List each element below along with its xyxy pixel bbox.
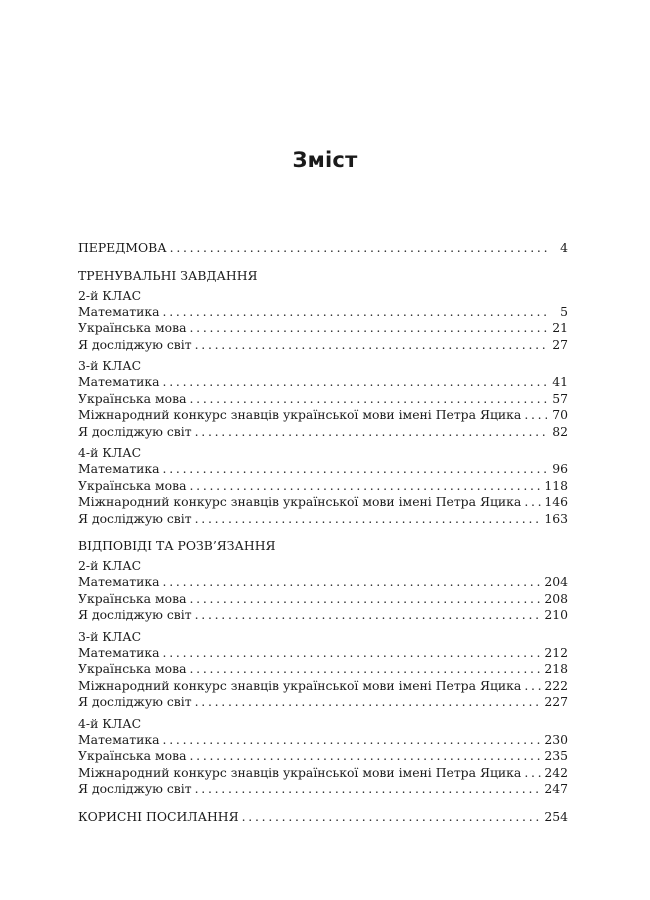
toc-entry-label: Українська мова <box>78 590 187 606</box>
leader-dots <box>163 732 542 749</box>
toc-entry-page: 146 <box>544 494 568 509</box>
toc-entry-label: Математика <box>78 461 160 476</box>
section-heading[interactable]: ВІДПОВІДІ ТА РОЗВ’ЯЗАННЯ <box>78 538 276 553</box>
leader-dots <box>195 337 547 354</box>
toc-entry[interactable] <box>78 748 568 765</box>
toc-entry-page: 210 <box>544 607 568 622</box>
toc-entry[interactable] <box>78 337 568 354</box>
toc-entry[interactable] <box>78 494 568 511</box>
toc-entry-label: Українська мова <box>78 390 187 406</box>
toc-entry-page: 204 <box>544 574 568 589</box>
leader-dots <box>189 320 547 337</box>
leader-dots <box>163 645 542 662</box>
toc-entry-page: 70 <box>552 407 568 422</box>
toc-entry-label: Міжнародний конкурс знавців української мови імені Петра Яцика <box>78 407 522 422</box>
toc-entry-page: 212 <box>544 644 568 660</box>
toc-entry-page: 21 <box>552 320 568 335</box>
toc-entry-label: Я досліджую світ <box>78 423 192 439</box>
leader-dots <box>524 678 541 695</box>
leader-dots <box>195 511 542 528</box>
toc-entry-label: Математика <box>78 574 160 589</box>
leader-dots <box>170 240 547 257</box>
toc-entry-page: 222 <box>544 677 568 693</box>
toc-entry-label: Міжнародний конкурс знавців української мови імені Петра Яцика <box>78 494 522 509</box>
toc-entry[interactable] <box>78 511 568 528</box>
toc-entry[interactable] <box>78 461 568 478</box>
toc-entry-page: 254 <box>544 808 568 824</box>
toc-entry-label: Математика <box>78 644 160 660</box>
leader-dots <box>189 748 541 765</box>
leader-dots <box>524 494 541 511</box>
toc-entry-label: Математика <box>78 731 160 747</box>
leader-dots <box>189 661 541 678</box>
toc-entry[interactable] <box>78 407 568 424</box>
toc-entry[interactable] <box>78 781 568 798</box>
toc-entry-label: Я досліджую світ <box>78 510 192 526</box>
grade-heading[interactable]: 4-й КЛАС <box>78 445 142 460</box>
toc-entry[interactable] <box>78 765 568 782</box>
grade-heading[interactable]: 4-й КЛАС <box>78 715 142 731</box>
toc-entry-page: 208 <box>544 590 568 606</box>
toc-entry-label: ПЕРЕДМОВА <box>78 240 167 255</box>
toc-entry-page: 96 <box>552 461 568 476</box>
toc-entry-page: 82 <box>552 423 568 439</box>
toc-entry-label: Українська мова <box>78 477 187 493</box>
toc-entry[interactable] <box>78 645 568 662</box>
leader-dots <box>195 781 542 798</box>
page-title: Зміст <box>292 148 358 172</box>
toc-entry[interactable] <box>78 591 568 608</box>
toc-entry-page: 227 <box>544 694 568 709</box>
toc-entry[interactable] <box>78 391 568 408</box>
toc-entry-page: 5 <box>560 303 568 319</box>
toc-entry[interactable] <box>78 694 568 711</box>
grade-heading[interactable]: 3-й КЛАС <box>78 628 142 644</box>
toc-entry-label: Я досліджую світ <box>78 607 192 622</box>
toc-entry-label: Я досліджую світ <box>78 781 192 796</box>
toc-entry-label: Математика <box>78 303 160 319</box>
toc-entry-page: 235 <box>544 748 568 763</box>
toc-sections <box>78 267 568 798</box>
table-of-contents <box>78 240 568 825</box>
leader-dots <box>189 591 541 608</box>
grade-heading[interactable]: 3-й КЛАС <box>78 358 142 373</box>
leader-dots <box>163 374 547 391</box>
toc-entry-label: Українська мова <box>78 748 187 763</box>
leader-dots <box>524 765 541 782</box>
toc-entry-label: Українська мова <box>78 661 187 676</box>
toc-entry[interactable] <box>78 424 568 441</box>
toc-entry-label: Я досліджую світ <box>78 336 192 352</box>
toc-entry-page: 163 <box>544 510 568 526</box>
toc-entry-label: Міжнародний конкурс знавців української мови імені Петра Яцика <box>78 677 522 693</box>
leader-dots <box>195 694 542 711</box>
toc-entry[interactable] <box>78 661 568 678</box>
toc-entry-page: 218 <box>544 661 568 676</box>
toc-entry-label: КОРИСНІ ПОСИЛАННЯ <box>78 808 239 824</box>
leader-dots <box>195 424 547 441</box>
toc-entry[interactable] <box>78 374 568 391</box>
section-heading[interactable]: ТРЕНУВАЛЬНІ ЗАВДАННЯ <box>78 267 258 283</box>
toc-entry-useful-links[interactable] <box>78 809 568 826</box>
leader-dots <box>524 407 547 424</box>
toc-entry[interactable] <box>78 607 568 624</box>
toc-entry-page: 41 <box>552 374 568 389</box>
toc-entry-label: Я досліджую світ <box>78 694 192 709</box>
toc-entry-page: 242 <box>544 764 568 780</box>
toc-entry[interactable] <box>78 320 568 337</box>
toc-entry-label: Міжнародний конкурс знавців української мови імені Петра Яцика <box>78 764 522 780</box>
leader-dots <box>163 304 547 321</box>
leader-dots <box>189 478 541 495</box>
toc-entry[interactable] <box>78 304 568 321</box>
leader-dots <box>163 574 542 591</box>
leader-dots <box>242 809 542 826</box>
toc-entry-page: 118 <box>544 477 568 493</box>
toc-entry-foreword[interactable] <box>78 240 568 257</box>
leader-dots <box>189 391 547 408</box>
toc-entry[interactable] <box>78 478 568 495</box>
toc-entry-page: 27 <box>552 336 568 352</box>
toc-entry-label: Українська мова <box>78 320 187 335</box>
toc-entry-page: 230 <box>544 731 568 747</box>
toc-entry[interactable] <box>78 678 568 695</box>
toc-entry-page: 4 <box>560 240 568 255</box>
grade-heading[interactable]: 2-й КЛАС <box>78 558 142 573</box>
toc-entry-page: 247 <box>544 781 568 796</box>
grade-heading[interactable]: 2-й КЛАС <box>78 287 142 303</box>
leader-dots <box>163 461 547 478</box>
toc-entry[interactable] <box>78 574 568 591</box>
toc-entry-label: Математика <box>78 374 160 389</box>
leader-dots <box>195 607 542 624</box>
toc-entry[interactable] <box>78 732 568 749</box>
toc-entry-page: 57 <box>552 390 568 406</box>
